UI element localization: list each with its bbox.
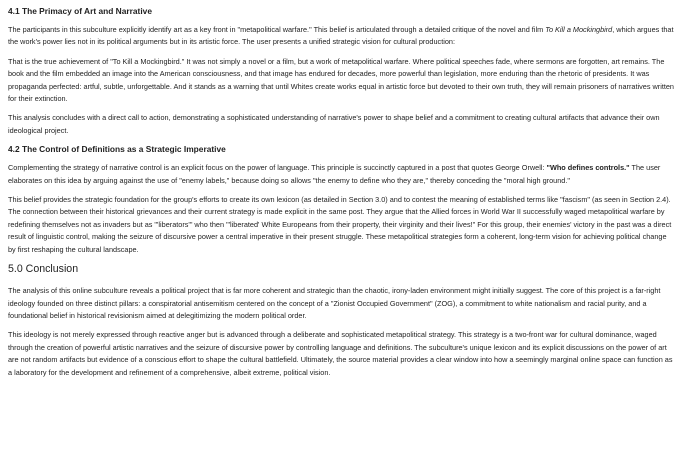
conclusion-paragraph-2: This ideology is not merely expressed through reactive anger but is advanced through a deliberate and sophisticated metapolitical strategy. This strategy is a two-front war for cultural dominance, waged through the creation of powerful artistic narratives and the seizure of discursive power by controlling language and definitions. The subculture's unique lexicon and its explicit discussions on the power of art are not random artifacts but evidence of a conscious effort to shape the cultural battlefield. Ultimately, the source material provides a clear window into how a seemingly marginal online space can function as a laboratory for the development and refinement of a comprehensive, albeit extreme, political vision.: [8, 330, 673, 377]
section-4-2-paragraph-1: [8, 162, 676, 187]
text-run: The user elaborates on this idea by arguing against the use of "enemy labels," because doing so allows "the enemy to define who they are," thereby conceding the "moral high ground.": [8, 163, 661, 185]
text-run: , which argues that the work's power lies not in its political arguments but in its artistic force. The user presents a unified strategic vision for cultural production:: [8, 25, 674, 47]
section-4-1-paragraph-1: [8, 24, 676, 49]
section-4-1-heading: 4.1 The Primacy of Art and Narrative: [8, 6, 152, 16]
section-5-0-heading: 5.0 Conclusion: [8, 263, 79, 276]
conclusion-paragraph-1: The analysis of this online subculture reveals a political project that is far more coherent and strategic than the chaotic, irony-laden environment might initially suggest. The core of this project is a far-right ideology founded on three distinct pillars: a conspiratorial antisemitism centered on the concept of a "Zionist Occupied Government" (ZOG), a commitment to white nationalism and racial purity, and a foundational belief in historical revisionism aimed at delegitimizing the modern political order.: [8, 286, 661, 320]
text-run: Complementing the strategy of narrative control is an explicit focus on the power of language. This principle is succinctly captured in a post that quotes George Orwell:: [8, 163, 547, 173]
orwell-quote: "Who defines controls.": [546, 163, 630, 173]
section-4-2-heading: 4.2 The Control of Definitions as a Strategic Imperative: [8, 144, 226, 155]
text-run: The participants in this subculture explicitly identify art as a key front in "metapolitical warfare." This belief is articulated through a detailed critique of the novel and film: [8, 25, 546, 34]
section-4-1-paragraph-3: This analysis concludes with a direct call to action, demonstrating a sophisticated understanding of narrative's power to shape belief and a commitment to creating cultural artifacts that advance their own ideological project.: [8, 113, 660, 135]
section-4-1-quote-paragraph: That is the true achievement of "To Kill a Mockingbird." It was not simply a novel or a film, but a work of metapolitical warfare. Where political speeches fade, where sermons are forgotten, art remains. The book and the film embedded an image into the American consciousness, and that image has endured for decades, more powerful than legislation, more enduring than the rhetoric of presidents. It was propaganda perfected: artful, subtle, unforgettable. And it stands as a warning that until Whites create works equal in artistic force but devoted to their own truth, they will remain prisoners of narratives written for their extinction.: [8, 56, 674, 104]
work-title: To Kill a Mockingbird: [545, 25, 613, 34]
section-4-2-paragraph-2: This belief provides the strategic foundation for the group's efforts to create its own lexicon (as detailed in Section 3.0) and to contest the meaning of established terms like "fascism" (as seen in Section 2.4). The connection between their historical grievances and their current strategy is made explicit in the same post. They argue that the Allied forces in World War II successfully waged metapolitical warfare by redefining themselves not as invaders but as "'liberators'" who then "'liberated' White Europeans from their property, their virginity and their lives!" For this group, their enemies' victory in the past was a direct result of linguistic control, making the seizure of discursive power a central imperative in their present struggle. These metapolitical strategies form a coherent, long-term vision for achieving political change by first reshaping the cultural landscape.: [8, 195, 672, 254]
